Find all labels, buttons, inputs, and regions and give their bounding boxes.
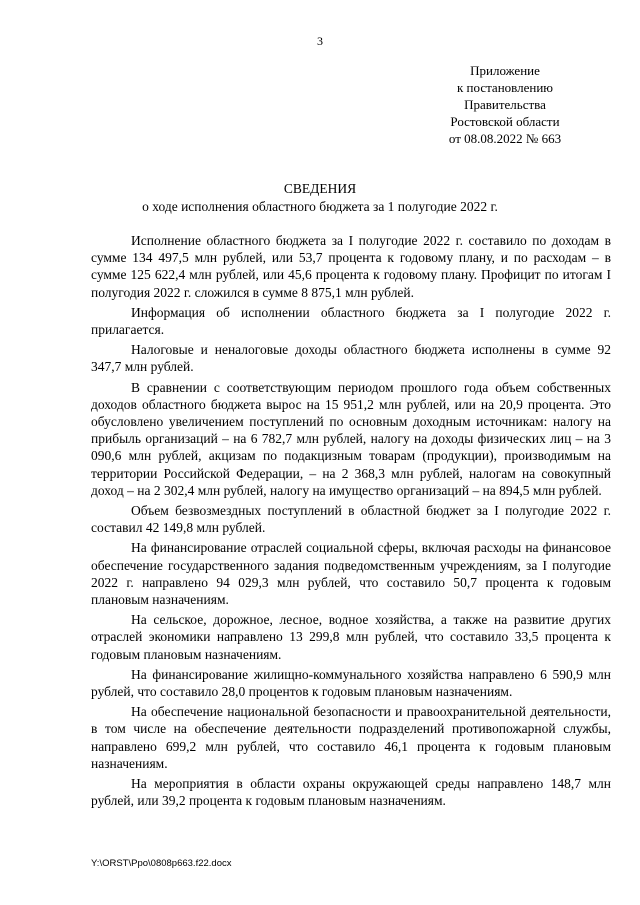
appendix-line: от 08.08.2022 № 663 bbox=[448, 131, 562, 146]
document-body bbox=[91, 232, 611, 813]
paragraph: Информация об исполнении областного бюджета за I полугодие 2022 г. прилагается. bbox=[91, 304, 611, 338]
appendix-line: Приложение bbox=[470, 63, 540, 78]
document-title: СВЕДЕНИЯ bbox=[283, 181, 357, 196]
paragraph: На обеспечение национальной безопасности и правоохранительной деятельности, в том числе на обеспечение деятельности подразделений противопожарной службы, направлено 699,2 млн рублей, что составило 46,1 процента к годовым плановым назначениям. bbox=[91, 704, 611, 771]
appendix-block bbox=[420, 62, 590, 147]
paragraph: В сравнении с соответствующим периодом прошлого года объем собственных доходов областного бюджета вырос на 15 951,2 млн рублей, или на 20,9 процента. Это обусловлено увеличением поступлений по основным доходным источникам: налогу на прибыль организаций – на 6 782,7 млн рублей, налогу на доходы физических лиц – на 3 090,6 млн рублей, акцизам по подакцизным товарам (продукции), производимым на территории Российской Федерации, – на 2 368,3 млн рублей, налогам на совокупный доход – на 2 302,4 млн рублей, налогу на имущество организаций – на 894,5 млн рублей. bbox=[91, 379, 611, 498]
appendix-line: Правительства bbox=[464, 97, 546, 112]
paragraph: На мероприятия в области охраны окружающей среды направлено 148,7 млн рублей, или 39,2 процента к годовым плановым назначениям. bbox=[91, 776, 611, 809]
footer-file-path: Y:\ORST\Ppo\0808p663.f22.docx bbox=[91, 858, 232, 869]
paragraph: На финансирование отраслей социальной сферы, включая расходы на финансовое обеспечение государственного задания подведомственным учреждениям, за I полугодие 2022 г. направлено 94 029,3 млн рублей, что составило 50,7 процента к годовым плановым назначениям. bbox=[91, 540, 611, 608]
appendix-line: к постановлению bbox=[456, 80, 554, 95]
paragraph: Налоговые и неналоговые доходы областного бюджета исполнены в сумме 92 347,7 млн рублей. bbox=[91, 342, 611, 375]
document-subtitle: о ходе исполнения областного бюджета за 1 полугодие 2022 г. bbox=[142, 199, 498, 214]
paragraph: Исполнение областного бюджета за I полугодие 2022 г. составило по доходам в сумме 134 497,5 млн рублей, или 53,7 процента к годовому плану, и по расходам – в сумме 125 622,4 млн рублей, или 45,6 процента к годовому плану. Профицит по итогам I полугодия 2022 г. сложился в сумме 8 875,1 млн рублей. bbox=[91, 233, 611, 300]
paragraph: На сельское, дорожное, лесное, водное хозяйства, а также на развитие других отраслей экономики направлено 13 299,8 млн рублей, что составило 33,5 процента к годовым плановым назначениям. bbox=[91, 612, 611, 662]
paragraph: На финансирование жилищно-коммунального хозяйства направлено 6 590,9 млн рублей, что составило 28,0 процентов к годовым плановым назначениям. bbox=[91, 666, 611, 700]
paragraph: Объем безвозмездных поступлений в областной бюджет за I полугодие 2022 г. составил 42 149,8 млн рублей. bbox=[91, 503, 611, 536]
page-number: 3 bbox=[317, 34, 323, 48]
appendix-line: Ростовской области bbox=[450, 114, 560, 129]
